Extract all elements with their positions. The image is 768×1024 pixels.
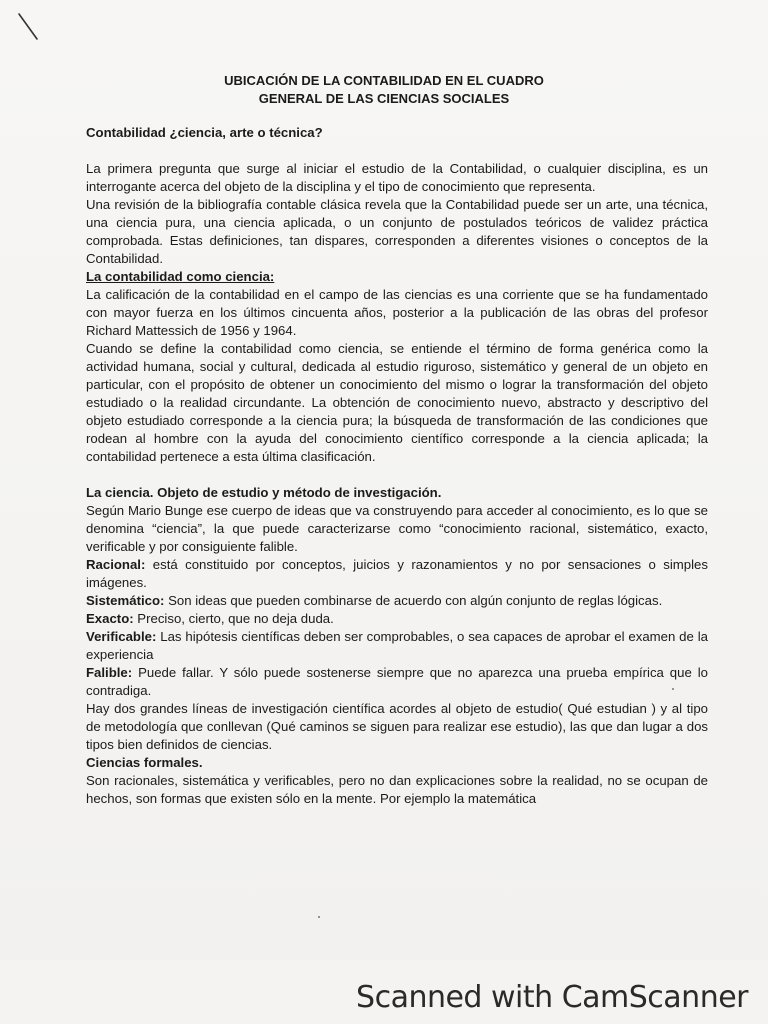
term-text: Puede fallar. Y sólo puede sostenerse siempre que no aparezca una prueba empírica que lo contradiga.	[86, 665, 708, 698]
term-label: Sistemático:	[86, 593, 165, 608]
term-label: Exacto:	[86, 611, 134, 626]
term-label: Verificable:	[86, 629, 157, 644]
term-definition	[86, 556, 708, 592]
term-text: está constituido por conceptos, juicios y razonamientos y no por sensaciones o simples imágenes.	[86, 557, 708, 590]
paragraph-1: La primera pregunta que surge al iniciar el estudio de la Contabilidad, o cualquier disciplina, es un interrogante acerca del objeto de la disciplina y el tipo de conocimiento que representa.	[86, 161, 708, 194]
term-definition	[86, 592, 708, 610]
title-line-1: UBICACIÓN DE LA CONTABILIDAD EN EL CUADRO	[224, 73, 544, 88]
camscanner-watermark: Scanned with CamScanner	[356, 980, 748, 1015]
heading-ciencias-formales: Ciencias formales.	[86, 755, 203, 770]
term-text: Son ideas que pueden combinarse de acuerdo con algún conjunto de reglas lógicas.	[164, 593, 663, 608]
heading-la-ciencia: La ciencia. Objeto de estudio y método de investigación.	[86, 485, 442, 500]
paragraph-7: Son racionales, sistemática y verificables, pero no dan explicaciones sobre la realidad, no se ocupan de hechos, son formas que existen sólo en la mente. Por ejemplo la matemática	[86, 773, 708, 806]
document-body	[86, 124, 708, 808]
scan-speck	[672, 688, 674, 690]
paragraph-6: Hay dos grandes líneas de investigación científica acordes al objeto de estudio( Qué estudian ) y al tipo de metodología que conllevan (Qué caminos se siguen para realizar ese estudio), las que dan lugar a dos tipos bien definidos de ciencias.	[86, 701, 708, 752]
term-text: Preciso, cierto, que no deja duda.	[133, 611, 334, 626]
term-label: Falible:	[86, 665, 133, 680]
title-line-2: GENERAL DE LAS CIENCIAS SOCIALES	[258, 91, 510, 106]
document-title	[0, 72, 768, 108]
heading-ciencia-arte-tecnica: Contabilidad ¿ciencia, arte o técnica?	[86, 125, 323, 140]
paragraph-5: Según Mario Bunge ese cuerpo de ideas que va construyendo para acceder al conocimiento, es lo que se denomina “ciencia”, la que puede caracterizarse como “conocimiento racional, sistemático, exacto, verificable y por consiguiente falible.	[86, 503, 708, 554]
paragraph-4: Cuando se define la contabilidad como ciencia, se entiende el término de forma genérica como la actividad humana, social y cultural, dedicada al estudio riguroso, sistemático y general de un objeto en particular, con el propósito de obtener un conocimiento del mismo o lograr la transformación del objeto estudiado o la realidad circundante. La obtención de conocimiento nuevo, abstracto y descriptivo del objeto estudiado corresponde a la ciencia pura; la búsqueda de transformación de las condiciones que rodean al hombre con la ayuda del conocimiento científico corresponde a la ciencia aplicada; la contabilidad pertenece a esta última clasificación.	[86, 341, 708, 464]
paragraph-3: La calificación de la contabilidad en el campo de las ciencias es una corriente que se ha fundamentado con mayor fuerza en los últimos cincuenta años, posterior a la publicación de las obras del profesor Richard Mattessich de 1956 y 1964.	[86, 287, 708, 338]
pen-stroke-mark	[16, 12, 40, 42]
term-definition	[86, 664, 708, 700]
paragraph-2: Una revisión de la bibliografía contable clásica revela que la Contabilidad puede ser un arte, una técnica, una ciencia pura, una ciencia aplicada, o un conjunto de postulados teóricos de validez práctica comprobada. Estas definiciones, tan dispares, corresponden a diferentes visiones o conceptos de la Contabilidad.	[86, 197, 708, 266]
scan-speck	[318, 916, 320, 918]
term-label: Racional:	[86, 557, 146, 572]
term-text: Las hipótesis científicas deben ser comprobables, o sea capaces de aprobar el examen de la experiencia	[86, 629, 708, 662]
term-definition	[86, 610, 708, 628]
heading-contabilidad-ciencia: La contabilidad como ciencia:	[86, 269, 275, 284]
term-definition	[86, 628, 708, 664]
